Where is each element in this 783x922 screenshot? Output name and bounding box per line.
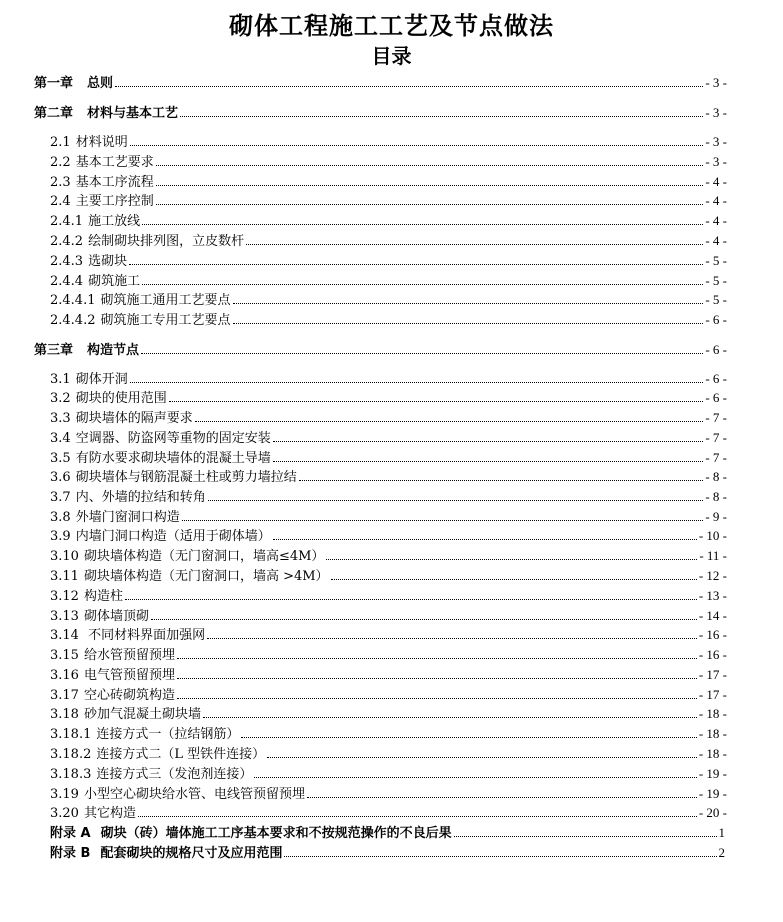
toc-entry-title: 构造节点 (87, 343, 140, 358)
toc-entry-number: 3.11 (50, 569, 79, 584)
toc-entry-number: 2.2 (50, 155, 71, 170)
toc-entry-label (50, 824, 452, 844)
toc-entry-number: 2.3 (50, 175, 71, 190)
toc-leader-dots (454, 826, 717, 837)
toc-entry-title: 配套砌块的规格尺寸及应用范围 (100, 846, 283, 861)
toc-leader-dots (156, 175, 704, 186)
toc-leader-dots (115, 76, 703, 87)
toc-leader-dots (177, 648, 697, 659)
toc-entry-number: 2.4.2 (50, 234, 84, 249)
toc-entry[interactable] (50, 388, 727, 408)
toc-entry[interactable] (50, 271, 727, 291)
toc-entry-title: 主要工序控制 (75, 194, 154, 209)
toc-entry-page-number: - 5 - (705, 273, 727, 288)
toc-entry[interactable] (50, 843, 725, 863)
toc-entry-page-number: - 18 - (698, 746, 727, 761)
toc-entry-number: 2.4.4.2 (50, 313, 96, 328)
toc-entry-title: 砌体墙顶砌 (83, 609, 149, 624)
toc-entry-title: 其它构造 (83, 806, 136, 821)
toc-entry-page-number: - 7 - (705, 450, 727, 465)
toc-entry-page-number: - 16 - (698, 647, 727, 662)
toc-entry-page-number: - 13 - (698, 588, 727, 603)
toc-entry-title: 基本工序流程 (75, 175, 154, 190)
toc-entry-page-number: - 11 - (699, 548, 727, 563)
toc-entry-label (50, 844, 282, 864)
toc-entry-page-number: - 6 - (705, 312, 727, 327)
toc-entry[interactable] (34, 73, 727, 93)
toc-entry-number: 第三章 (34, 343, 74, 358)
toc-entry-label (50, 646, 175, 666)
toc-entry-number: 3.7 (50, 490, 71, 505)
toc-leader-dots (177, 688, 697, 699)
toc-leader-dots (129, 254, 703, 265)
toc-entry-label (50, 272, 140, 292)
toc-leader-dots (125, 589, 697, 600)
toc-leader-dots (182, 510, 704, 521)
toc-entry[interactable] (50, 803, 727, 823)
toc-entry-title: 绘制砌块排列图，立皮数杆 (88, 234, 245, 249)
toc-entry-number: 3.17 (50, 688, 79, 703)
toc-leader-dots (273, 431, 704, 442)
toc-leader-dots (142, 274, 703, 285)
toc-leader-dots (130, 135, 704, 146)
toc-entry-title: 外墙门窗洞口构造 (75, 510, 180, 525)
toc-entry[interactable] (50, 408, 727, 428)
toc-entry[interactable] (34, 103, 727, 123)
toc-leader-dots (141, 343, 703, 354)
toc-entry-title: 连接方式二（L 型铁件连接） (96, 747, 266, 762)
toc-entry[interactable] (50, 685, 727, 705)
toc-entry-page-number: 1 (718, 825, 725, 840)
toc-entry[interactable] (50, 290, 727, 310)
toc-entry-label (50, 488, 206, 508)
toc-entry-number: 3.4 (50, 431, 71, 446)
toc-entry-title: 材料与基本工艺 (87, 106, 179, 121)
toc-entry[interactable] (50, 566, 727, 586)
toc-leader-dots (284, 846, 716, 857)
toc-entry-page-number: - 14 - (698, 608, 727, 623)
toc-entry-page-number: - 20 - (698, 805, 727, 820)
toc-entry[interactable] (50, 310, 727, 330)
toc-entry-title: 砂加气混凝土砌块墙 (83, 707, 201, 722)
toc-entry-title: 砌块墙体与钢筋混凝土柱或剪力墙拉结 (75, 470, 297, 485)
toc-entry-title: 砌筑施工 (88, 274, 141, 289)
toc-entry-number: 3.5 (50, 451, 71, 466)
toc-entry-title: 构造柱 (83, 589, 123, 604)
toc-entry[interactable] (50, 467, 727, 487)
toc-leader-dots (180, 106, 703, 117)
toc-entry-title: 砌块的使用范围 (75, 391, 167, 406)
toc-entry[interactable] (50, 211, 727, 231)
toc-entry-label (50, 370, 128, 390)
toc-entry-title: 连接方式三（发泡剂连接） (96, 767, 253, 782)
toc-leader-dots (233, 313, 704, 324)
toc-leader-dots (169, 391, 704, 402)
toc-entry-label (34, 104, 178, 124)
toc-entry-page-number: - 3 - (705, 134, 727, 149)
toc-entry[interactable] (50, 191, 727, 211)
toc-entry-label (50, 785, 305, 805)
toc-entry-page-number: - 3 - (705, 75, 727, 90)
toc-entry-page-number: - 4 - (705, 233, 727, 248)
toc-entry-title: 施工放线 (88, 214, 141, 229)
toc-entry-label (50, 133, 128, 153)
toc-entry-label (50, 311, 231, 331)
toc-entry-page-number: - 7 - (705, 410, 727, 425)
toc-entry-label (34, 341, 139, 361)
toc-entry-page-number: - 5 - (705, 253, 727, 268)
toc-entry-page-number: - 4 - (705, 174, 727, 189)
toc-entry-label (50, 666, 175, 686)
toc-entry-label (50, 389, 167, 409)
toc-entry[interactable] (50, 369, 727, 389)
toc-entry[interactable] (50, 704, 727, 724)
toc-entry[interactable] (50, 526, 727, 546)
toc-entry-label (50, 587, 123, 607)
toc-entry-title: 不同材料界面加强网 (83, 628, 206, 643)
toc-entry-number: 3.19 (50, 787, 79, 802)
toc-entry-title: 小型空心砌块给水管、电线管预留预埋 (83, 787, 305, 802)
toc-entry-label (50, 232, 244, 252)
toc-leader-dots (273, 529, 697, 540)
toc-entry[interactable] (50, 784, 727, 804)
toc-leader-dots (130, 372, 704, 383)
toc-entry[interactable] (50, 586, 727, 606)
toc-entry[interactable] (50, 448, 727, 468)
toc-entry-title: 空心砖砌筑构造 (83, 688, 175, 703)
toc-entry-page-number: - 16 - (698, 627, 727, 642)
toc-entry-label (50, 508, 180, 528)
toc-leader-dots (156, 155, 704, 166)
toc-entry-number: 3.18 (50, 707, 79, 722)
toc-entry-title: 选砌块 (88, 254, 128, 269)
toc-entry[interactable] (50, 744, 727, 764)
toc-entry-page-number: - 8 - (705, 489, 727, 504)
toc-entry-page-number: - 4 - (705, 213, 727, 228)
toc-entry-title: 总则 (87, 76, 114, 91)
toc-entry-label (50, 291, 231, 311)
toc-entry-title: 砌块墙体构造（无门窗洞口，墙高≤4M） (83, 549, 325, 564)
toc-leader-dots (331, 569, 697, 580)
toc-entry-label (50, 725, 239, 745)
toc-entry-number: 2.1 (50, 135, 71, 150)
toc-entry[interactable] (50, 645, 727, 665)
toc-entry-page-number: - 19 - (698, 766, 727, 781)
toc-entry-label (50, 252, 127, 272)
toc-entry-number: 3.14 (50, 628, 79, 643)
toc-entry-number: 3.12 (50, 589, 79, 604)
toc-entry-title: 基本工艺要求 (75, 155, 154, 170)
toc-entry-number: 3.16 (50, 668, 79, 683)
toc-entry-page-number: - 17 - (698, 687, 727, 702)
toc-entry-number: 2.4.1 (50, 214, 84, 229)
toc-entry-label (50, 527, 271, 547)
toc-entry[interactable] (50, 172, 727, 192)
toc-entry-title: 砌筑施工通用工艺要点 (100, 293, 231, 308)
toc-entry-number: 2.4.4.1 (50, 293, 96, 308)
toc-entry[interactable] (50, 487, 727, 507)
toc-entry-number: 附录 A (50, 826, 91, 841)
toc-entry[interactable] (50, 823, 725, 843)
toc-entry-number: 2.4 (50, 194, 71, 209)
toc-entry-page-number: - 18 - (698, 706, 727, 721)
toc-entry[interactable] (50, 507, 727, 527)
toc-entry-label (50, 626, 205, 646)
toc-leader-dots (246, 234, 703, 245)
toc-entry-label (50, 429, 271, 449)
toc-entry-label (50, 705, 201, 725)
toc-entry[interactable] (34, 340, 727, 360)
toc-entry-label (50, 468, 297, 488)
toc-leader-dots (138, 806, 697, 817)
toc-entry-number: 3.13 (50, 609, 79, 624)
toc-leader-dots (207, 628, 697, 639)
toc-entry-number: 3.9 (50, 529, 71, 544)
toc-entry-number: 3.2 (50, 391, 71, 406)
toc-entry-label (50, 409, 193, 429)
toc-entry[interactable] (50, 606, 727, 626)
toc-leader-dots (177, 668, 697, 679)
toc-entry-label (50, 212, 140, 232)
toc-entry-title: 内、外墙的拉结和转角 (75, 490, 206, 505)
toc-leader-dots (156, 194, 704, 205)
toc-entry-page-number: - 3 - (705, 105, 727, 120)
toc-entry-number: 3.15 (50, 648, 79, 663)
toc-entry-label (50, 607, 149, 627)
toc-entry-page-number: - 10 - (698, 528, 727, 543)
toc-entry-number: 3.18.1 (50, 727, 92, 742)
toc-entry-page-number: - 6 - (705, 390, 727, 405)
toc-entry-page-number: - 6 - (705, 342, 727, 357)
toc-entry-page-number: - 17 - (698, 667, 727, 682)
toc-leader-dots (241, 727, 696, 738)
toc-entry-number: 3.6 (50, 470, 71, 485)
toc-entry-page-number: - 6 - (705, 371, 727, 386)
toc-entry-number: 3.18.3 (50, 767, 92, 782)
toc-entry-page-number: - 8 - (705, 469, 727, 484)
toc-entry-label (50, 192, 154, 212)
toc-entry[interactable] (50, 152, 727, 172)
toc-entry-page-number: - 3 - (705, 154, 727, 169)
toc-leader-dots (307, 787, 697, 798)
toc-entry[interactable] (50, 665, 727, 685)
toc-leader-dots (326, 549, 697, 560)
toc-entry-number: 3.20 (50, 806, 79, 821)
toc-entry-title: 电气管预留预埋 (83, 668, 175, 683)
toc-entry-title: 连接方式一（拉结钢筋） (96, 727, 240, 742)
toc-entry[interactable] (50, 132, 727, 152)
toc-entry-title: 有防水要求砌块墙体的混凝土导墙 (75, 451, 271, 466)
toc-entry-page-number: - 5 - (705, 292, 727, 307)
toc-entry-page-number: - 18 - (698, 726, 727, 741)
toc-entry-page-number: - 19 - (698, 786, 727, 801)
toc-entry-number: 第一章 (34, 76, 74, 91)
toc-entry-title: 给水管预留预埋 (83, 648, 175, 663)
toc-entry-title: 材料说明 (75, 135, 128, 150)
toc-leader-dots (142, 214, 703, 225)
toc-entry-number: 3.1 (50, 372, 71, 387)
toc-entry-label (50, 547, 324, 567)
toc-entry-number: 第二章 (34, 106, 74, 121)
toc-leader-dots (151, 609, 697, 620)
toc-entry[interactable] (50, 625, 727, 645)
toc-leader-dots (208, 490, 704, 501)
toc-entry-label (50, 765, 252, 785)
toc-entry[interactable] (50, 251, 727, 271)
toc-entry-title: 内墙门洞口构造（适用于砌体墙） (75, 529, 271, 544)
toc-entry-page-number: 2 (718, 845, 725, 860)
toc-entry-label (50, 686, 175, 706)
toc-entry-page-number: - 12 - (698, 568, 727, 583)
toc-entry-page-number: - 4 - (705, 193, 727, 208)
toc-leader-dots (267, 747, 697, 758)
toc-entry-label (34, 74, 113, 94)
toc-leader-dots (203, 707, 697, 718)
toc-entry-label (50, 173, 154, 193)
toc-leader-dots (299, 470, 704, 481)
toc-entry[interactable] (50, 428, 727, 448)
toc-entry-label (50, 153, 154, 173)
document-title: 砌体工程施工工艺及节点做法 (229, 12, 554, 40)
toc-entry-title: 空调器、防盗网等重物的固定安装 (75, 431, 271, 446)
toc-entry-number: 3.3 (50, 411, 71, 426)
toc-entry-title: 砌体开洞 (75, 372, 128, 387)
toc-entry-label (50, 567, 329, 587)
toc-entry-number: 2.4.4 (50, 274, 84, 289)
toc-entry-label (50, 804, 136, 824)
toc-entry-label (50, 745, 265, 765)
toc-entry-title: 砌块墙体构造（无门窗洞口，墙高 >4M） (83, 569, 329, 584)
toc-entry[interactable] (50, 231, 727, 251)
toc-entry-number: 3.8 (50, 510, 71, 525)
toc-heading: 目录 (371, 44, 412, 68)
toc-entry[interactable] (50, 764, 727, 784)
toc-leader-dots (273, 451, 704, 462)
toc-entry-title: 砌块（砖）墙体施工工序基本要求和不按规范操作的不良后果 (100, 826, 452, 841)
toc-entry-title: 砌块墙体的隔声要求 (75, 411, 193, 426)
toc-entry[interactable] (50, 724, 727, 744)
toc-leader-dots (233, 293, 704, 304)
toc-leader-dots (195, 411, 704, 422)
toc-entry-number: 2.4.3 (50, 254, 84, 269)
toc-leader-dots (254, 767, 696, 778)
toc-entry-number: 3.10 (50, 549, 79, 564)
toc-entry-page-number: - 9 - (705, 509, 727, 524)
toc-entry[interactable] (50, 546, 727, 566)
toc-entry-page-number: - 7 - (705, 430, 727, 445)
toc-entry-title: 砌筑施工专用工艺要点 (100, 313, 231, 328)
toc-entry-label (50, 449, 271, 469)
toc-entry-number: 3.18.2 (50, 747, 92, 762)
toc-entry-number: 附录 B (50, 846, 91, 861)
